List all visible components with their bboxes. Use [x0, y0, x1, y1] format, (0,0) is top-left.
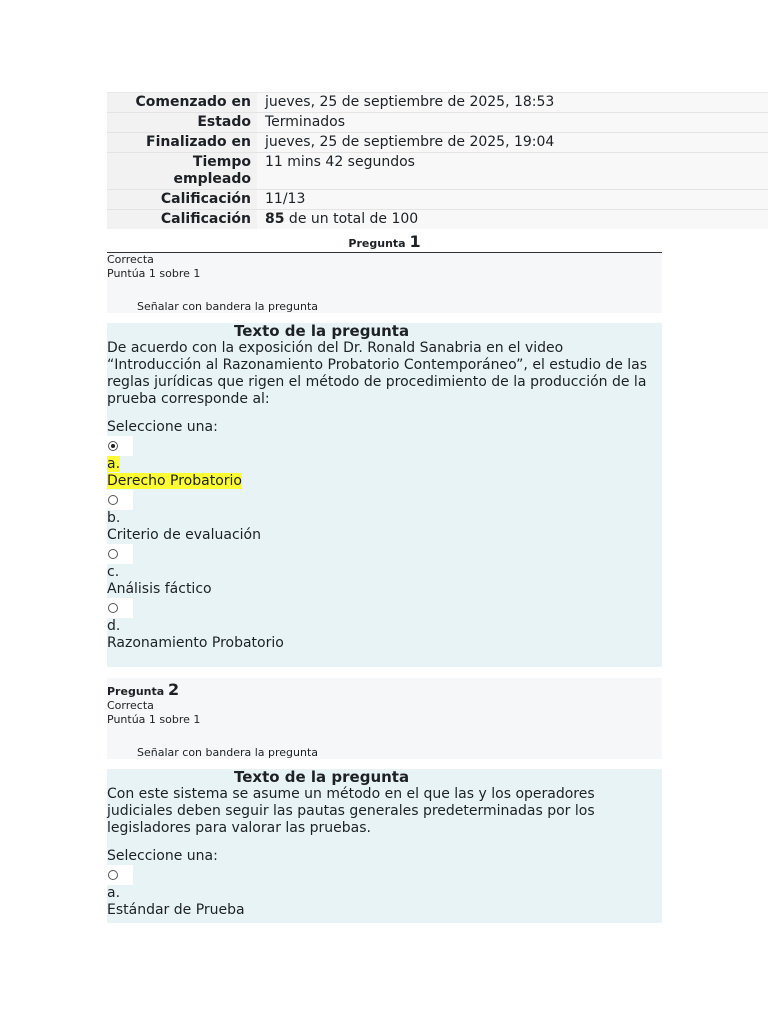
question-text: De acuerdo con la exposición del Dr. Ronald Sanabria en el video “Introducción al Razonamiento Probatorio Contemporáneo”, el estudio de las reglas jurídicas que rigen el método de procedimiento de la producción de la prueba corresponde al:: [107, 340, 648, 407]
question-1-title: [107, 232, 662, 253]
radio-unchecked-icon: [108, 870, 118, 880]
attempt-summary-table: [107, 92, 768, 229]
summary-row-finished: [107, 133, 768, 153]
summary-row-time: [107, 153, 768, 190]
question-2-info: [107, 678, 662, 759]
question-state: Correcta: [107, 699, 154, 712]
question-label: Pregunta: [107, 685, 165, 698]
option-c-radio[interactable]: [107, 544, 133, 564]
option-b-label[interactable]: b.: [107, 510, 121, 526]
radio-unchecked-icon: [108, 603, 118, 613]
summary-value: jueves, 25 de septiembre de 2025, 19:04: [257, 133, 768, 153]
summary-row-state: [107, 113, 768, 133]
radio-unchecked-icon: [108, 549, 118, 559]
question-text-heading: Texto de la pregunta: [234, 322, 410, 340]
summary-value: 11 mins 42 segundos: [257, 153, 768, 190]
question-state: Correcta: [107, 253, 154, 266]
option-d-radio[interactable]: [107, 598, 133, 618]
select-prompt: Seleccione una:: [107, 419, 218, 435]
summary-label: Comenzado en: [107, 93, 257, 113]
option-a-label[interactable]: a.: [107, 885, 121, 901]
grade-number: 85: [265, 211, 285, 227]
option-a-text[interactable]: [107, 473, 662, 490]
summary-value: [257, 210, 768, 230]
flag-question-link[interactable]: Señalar con bandera la pregunta: [137, 746, 319, 759]
grade-rest: de un total de 100: [284, 211, 419, 227]
option-c-label[interactable]: c.: [107, 564, 120, 580]
question-number: 2: [168, 680, 180, 699]
option-letter: a.: [107, 456, 121, 472]
question-1-info: [107, 253, 662, 313]
question-2-content: [107, 769, 662, 923]
option-a-radio[interactable]: [107, 436, 133, 456]
summary-row-grade: [107, 210, 768, 230]
summary-value: jueves, 25 de septiembre de 2025, 18:53: [257, 93, 768, 113]
radio-checked-icon: [108, 441, 118, 451]
question-label: Pregunta: [348, 237, 406, 250]
question-number: 1: [409, 232, 421, 251]
question-grade: Puntúa 1 sobre 1: [107, 713, 201, 726]
summary-label: Estado: [107, 113, 257, 133]
option-c-text[interactable]: Análisis fáctico: [107, 581, 212, 597]
question-text-heading: Texto de la pregunta: [234, 768, 410, 786]
summary-value: 11/13: [257, 190, 768, 210]
summary-label: Calificación: [107, 210, 257, 230]
question-text: Con este sistema se asume un método en el que las y los operadores judiciales deben seguir las pautas generales predeterminadas por los legisladores para valorar las pruebas.: [107, 786, 595, 836]
option-b-text[interactable]: Criterio de evaluación: [107, 527, 261, 543]
option-a-text[interactable]: Estándar de Prueba: [107, 902, 245, 918]
question-grade: Puntúa 1 sobre 1: [107, 267, 201, 280]
flag-question-link[interactable]: Señalar con bandera la pregunta: [137, 300, 319, 313]
question-1-content: [107, 323, 662, 667]
option-d-text[interactable]: Razonamiento Probatorio: [107, 635, 284, 651]
summary-label: Finalizado en: [107, 133, 257, 153]
option-b-radio[interactable]: [107, 490, 133, 510]
option-text: Derecho Probatorio: [107, 473, 242, 489]
summary-row-started: [107, 93, 768, 113]
select-prompt: Seleccione una:: [107, 848, 218, 864]
summary-value: Terminados: [257, 113, 768, 133]
summary-row-marks: [107, 190, 768, 210]
summary-label: Tiempo empleado: [107, 153, 257, 190]
radio-unchecked-icon: [108, 495, 118, 505]
option-a-label[interactable]: [107, 456, 662, 473]
question-2-title: [107, 680, 662, 699]
option-d-label[interactable]: d.: [107, 618, 121, 634]
summary-label: Calificación: [107, 190, 257, 210]
option-a-radio[interactable]: [107, 865, 133, 885]
